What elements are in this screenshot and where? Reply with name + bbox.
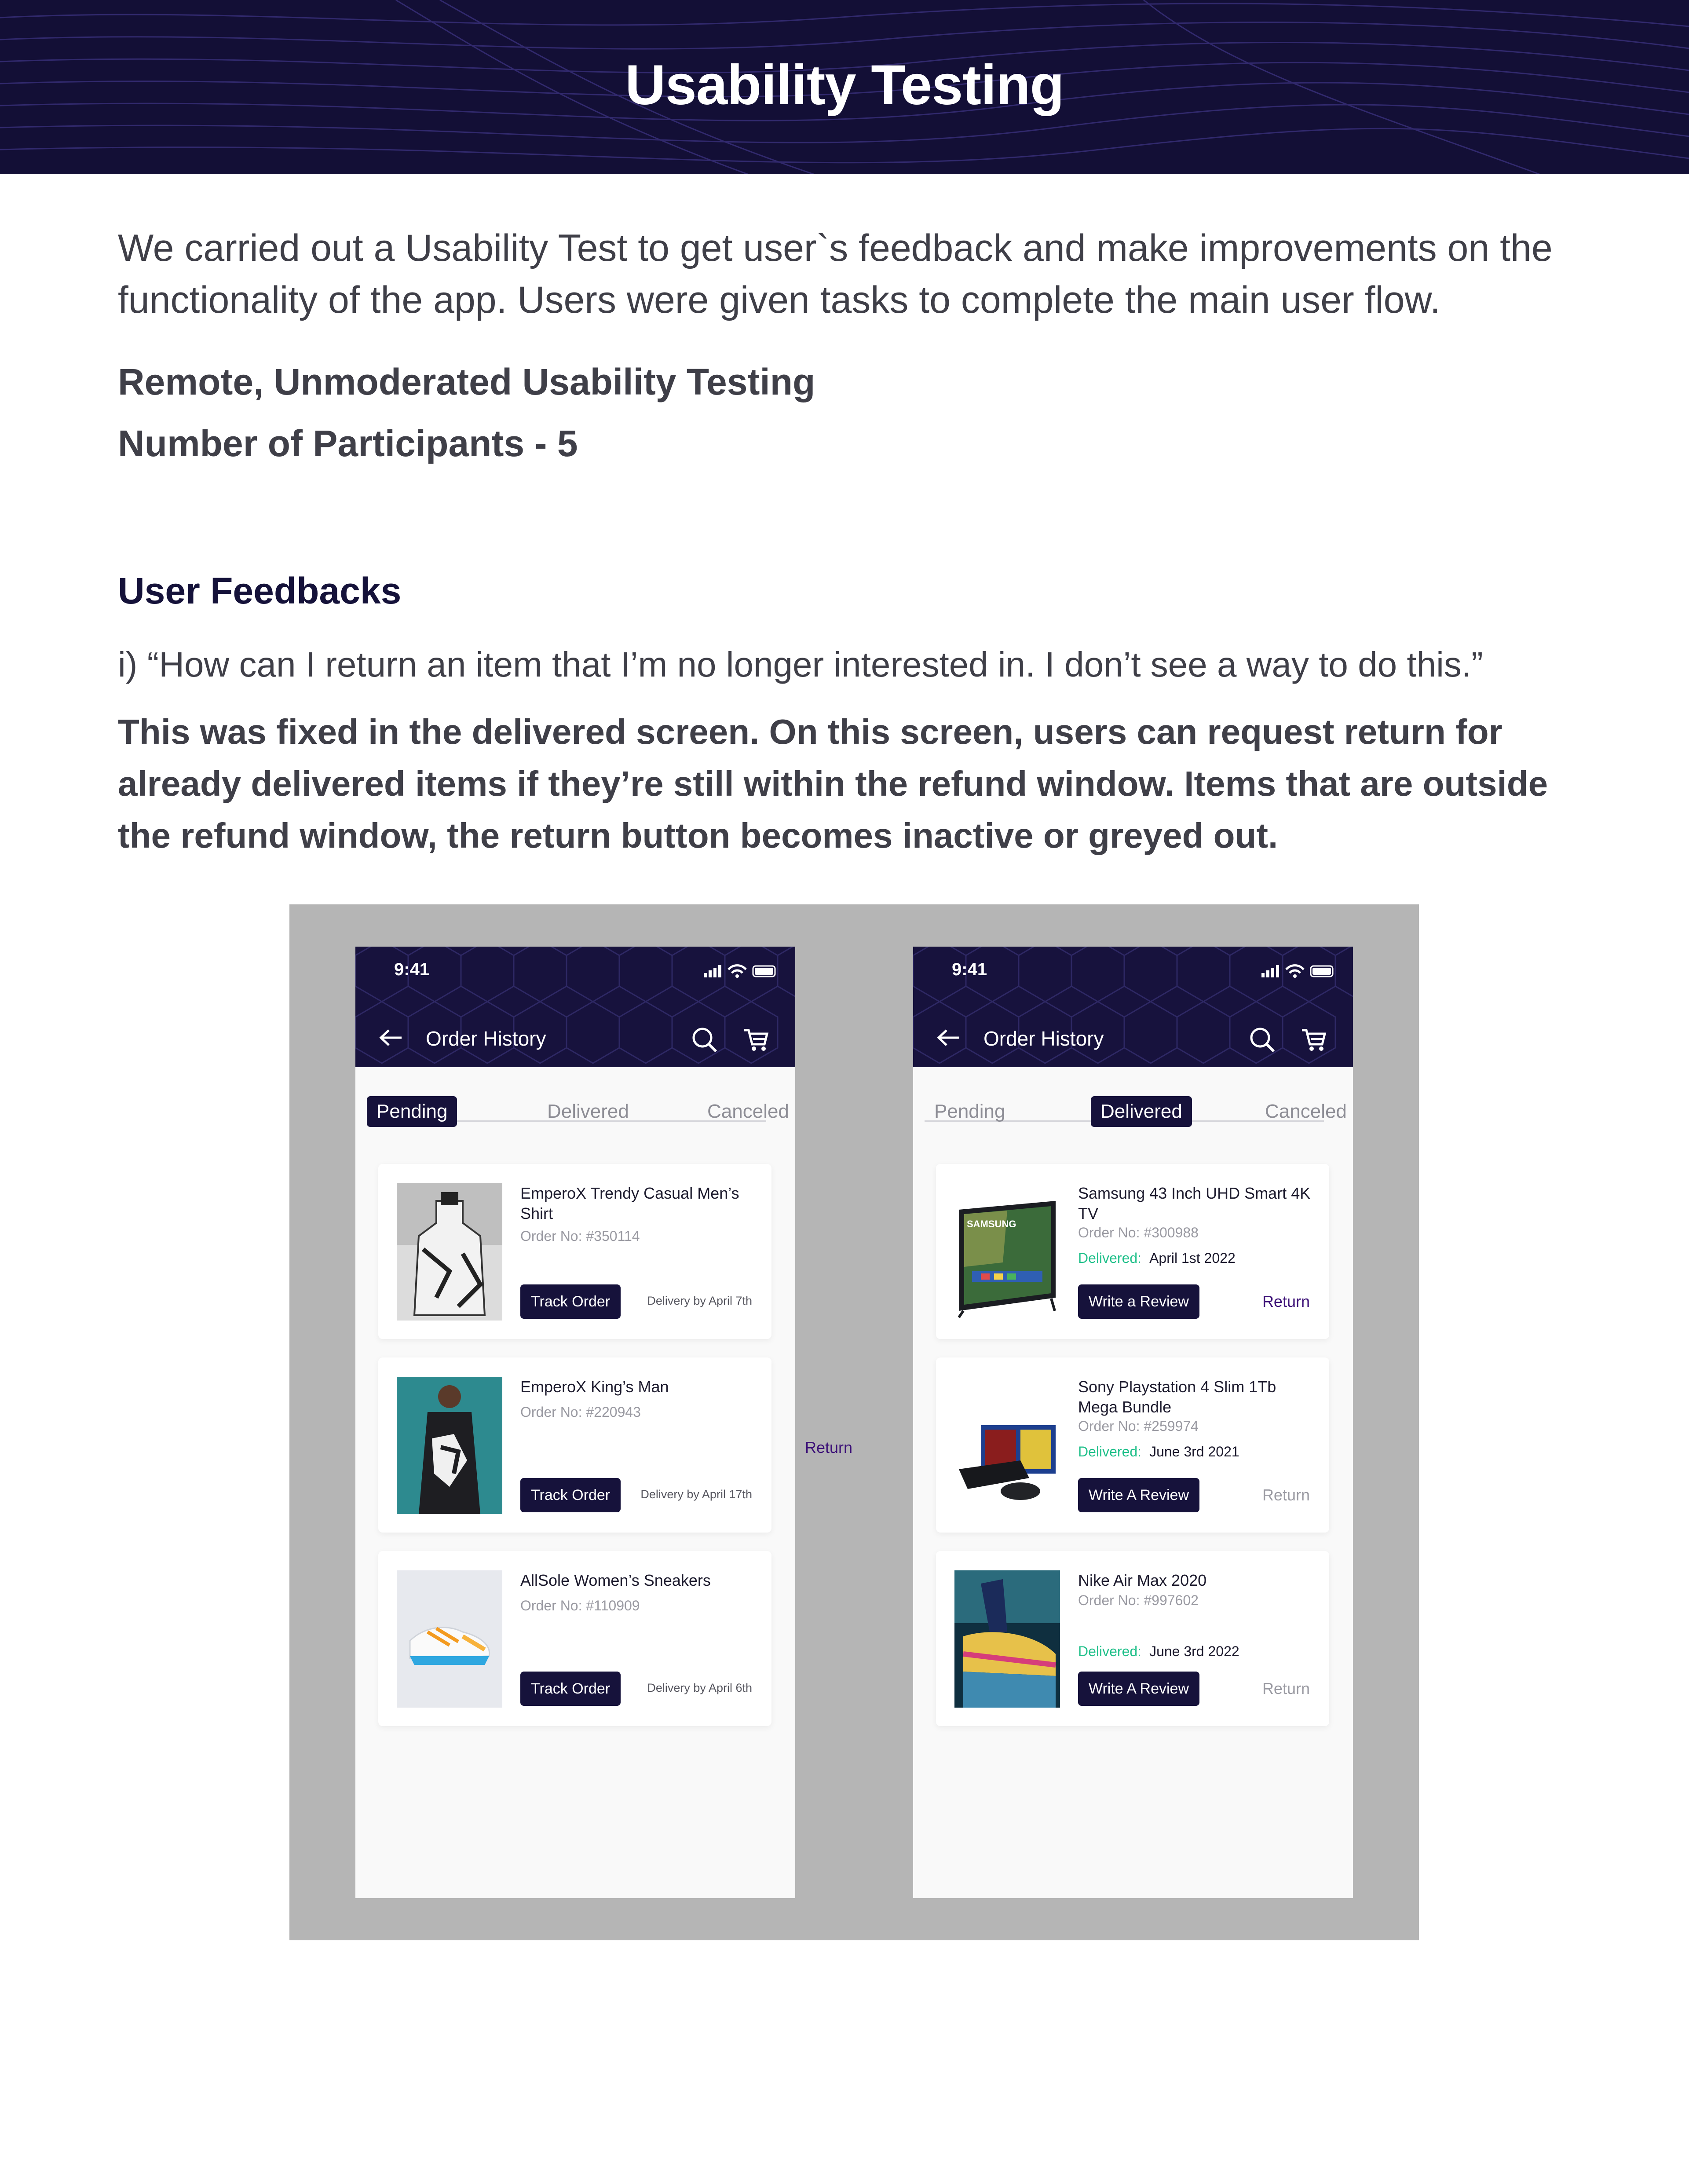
delivered-status — [1078, 1643, 1239, 1660]
tab-delivered[interactable]: Delivered — [1091, 1096, 1192, 1127]
product-name: Nike Air Max 2020 — [1078, 1571, 1207, 1589]
order-card[interactable] — [378, 1357, 771, 1533]
shirt-thumbnail — [397, 1183, 502, 1321]
nike-thumbnail — [954, 1570, 1060, 1708]
delivered-status — [1078, 1250, 1236, 1266]
status-time: 9:41 — [394, 960, 430, 979]
order-number: Order No: #110909 — [520, 1598, 640, 1613]
delivered-date: April 1st 2022 — [1149, 1250, 1236, 1266]
tab-canceled[interactable]: Canceled — [707, 1101, 789, 1122]
product-name: EmperoX King’s Man — [520, 1378, 669, 1396]
delivered-date: June 3rd 2021 — [1149, 1444, 1239, 1460]
product-name: EmperoX Trendy Casual Men’s Shirt — [520, 1184, 739, 1222]
track-order-button[interactable]: Track Order — [520, 1478, 621, 1512]
tab-canceled[interactable]: Canceled — [1265, 1101, 1347, 1122]
track-order-button[interactable]: Track Order — [520, 1284, 621, 1319]
tab-pending[interactable]: Pending — [934, 1101, 1005, 1122]
tab-pending[interactable]: Pending — [367, 1096, 457, 1127]
status-icons — [704, 963, 779, 978]
order-tabs — [367, 1096, 789, 1122]
kingsman-thumbnail — [397, 1377, 502, 1514]
status-icons — [1261, 963, 1336, 978]
delivered-label: Delivered: — [1078, 1643, 1142, 1659]
order-card[interactable] — [378, 1551, 771, 1726]
delivered-label: Delivered: — [1078, 1250, 1142, 1266]
screens-figure — [289, 904, 1419, 1940]
app-bar — [913, 947, 1353, 1067]
write-review-button[interactable]: Write A Review — [1078, 1478, 1199, 1512]
header-banner — [0, 0, 1689, 174]
order-card[interactable] — [936, 1164, 1329, 1339]
write-review-button[interactable]: Write A Review — [1078, 1672, 1199, 1706]
search-icon[interactable] — [1248, 1026, 1276, 1054]
intro-paragraph: We carried out a Usability Test to get user`s feedback and make improvements on the functionality of the app. Users were given tasks to complete the main user flow. — [118, 227, 1553, 321]
return-button-inactive: Return — [1262, 1486, 1310, 1504]
feedback-fix: This was fixed in the delivered screen. On this screen, users can request return for already delivered items if they’re still within the refund window. Items that are outside the refund window, the return button becomes inactive or greyed out. — [118, 712, 1548, 855]
return-button-active[interactable]: Return — [1262, 1292, 1310, 1310]
phone-delivered-screen — [913, 947, 1353, 1898]
product-name: AllSole Women’s Sneakers — [520, 1571, 711, 1589]
order-number: Order No: #300988 — [1078, 1225, 1199, 1240]
product-name: Sony Playstation 4 Slim 1Tb Mega Bundle — [1078, 1378, 1276, 1416]
return-button-inactive: Return — [1262, 1679, 1310, 1697]
write-review-button[interactable]: Write a Review — [1078, 1284, 1199, 1319]
delivery-date: Delivery by April 6th — [647, 1681, 752, 1694]
order-card[interactable] — [378, 1164, 771, 1339]
order-number: Order No: #220943 — [520, 1404, 641, 1420]
app-bar — [355, 947, 795, 1067]
delivered-label: Delivered: — [1078, 1444, 1142, 1460]
feedback-heading: User Feedbacks — [118, 570, 402, 611]
order-card[interactable] — [936, 1357, 1329, 1533]
test-method: Remote, Unmoderated Usability Testing — [118, 361, 815, 402]
return-label-floating: Return — [805, 1438, 853, 1456]
order-tabs — [925, 1096, 1347, 1122]
screen-title: Order History — [426, 1027, 546, 1050]
back-arrow-icon[interactable] — [935, 1027, 961, 1049]
participants-count: Number of Participants - 5 — [118, 423, 578, 464]
playstation-thumbnail — [954, 1377, 1060, 1514]
tv-brand-label: SAMSUNG — [967, 1218, 1016, 1229]
delivered-status — [1078, 1444, 1239, 1460]
search-icon[interactable] — [691, 1026, 719, 1054]
tab-delivered[interactable]: Delivered — [547, 1101, 629, 1122]
sneakers-thumbnail — [397, 1570, 502, 1708]
order-number: Order No: #259974 — [1078, 1418, 1199, 1434]
phone-pending-screen — [355, 947, 795, 1898]
product-name: Samsung 43 Inch UHD Smart 4K TV — [1078, 1184, 1311, 1222]
page-title: Usability Testing — [625, 54, 1064, 117]
cart-icon[interactable] — [742, 1027, 769, 1053]
delivered-date: June 3rd 2022 — [1149, 1643, 1239, 1659]
delivery-date: Delivery by April 17th — [640, 1488, 752, 1501]
back-arrow-icon[interactable] — [377, 1027, 404, 1049]
feedback-quote: i) “How can I return an item that I’m no longer interested in. I don’t see a way to do this.” — [118, 645, 1483, 684]
screen-title: Order History — [983, 1027, 1104, 1050]
tv-thumbnail — [954, 1183, 1060, 1321]
status-time: 9:41 — [952, 960, 987, 979]
cart-icon[interactable] — [1300, 1027, 1327, 1053]
track-order-button[interactable]: Track Order — [520, 1672, 621, 1706]
order-card[interactable] — [936, 1551, 1329, 1726]
delivery-date: Delivery by April 7th — [647, 1294, 752, 1307]
order-number: Order No: #350114 — [520, 1228, 640, 1244]
order-number: Order No: #997602 — [1078, 1592, 1199, 1608]
